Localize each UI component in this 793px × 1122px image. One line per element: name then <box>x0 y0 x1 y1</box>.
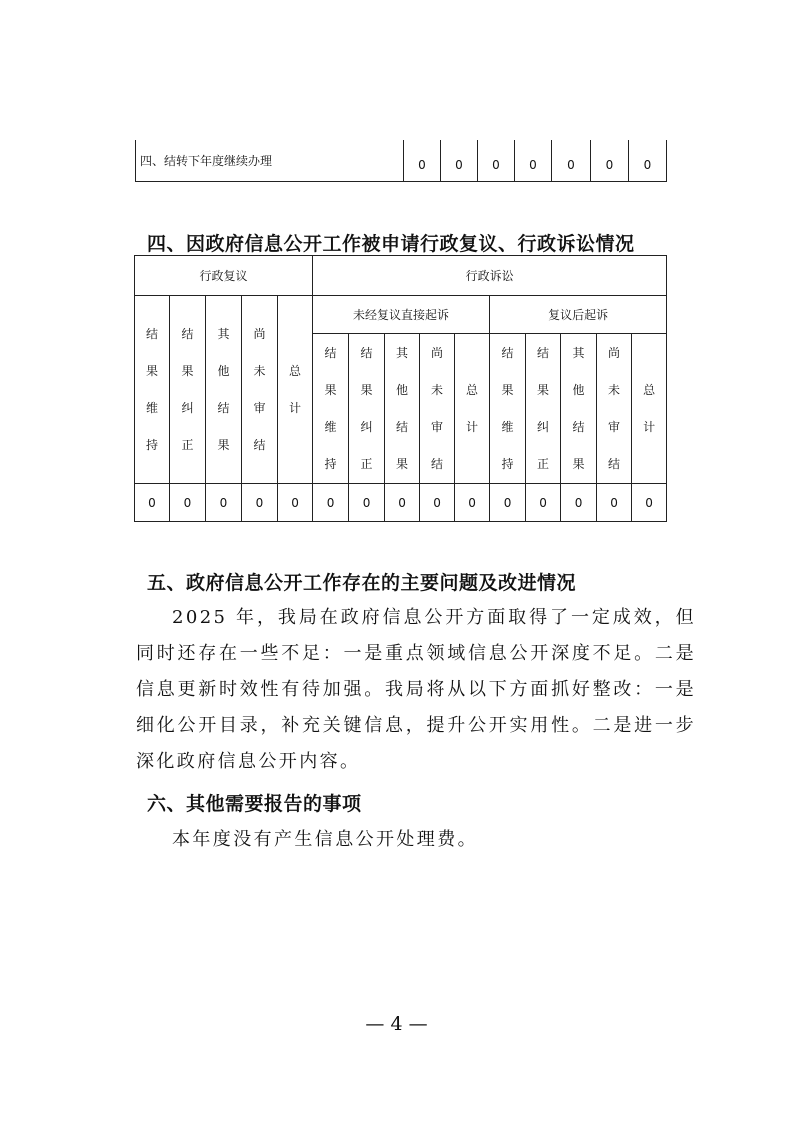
carryover-label: 四、结转下年度继续办理 <box>136 140 404 182</box>
header-char: 结 <box>396 419 409 434</box>
carryover-table <box>135 140 667 182</box>
carryover-value: 0 <box>591 140 629 182</box>
header-char: 持 <box>501 456 514 471</box>
header-char: 结 <box>181 326 194 341</box>
table-cell: 0 <box>455 484 490 522</box>
header-litigation-after-review: 复议后起诉 <box>490 296 667 334</box>
header-char: 果 <box>501 382 514 397</box>
header-direct-litigation: 未经复议直接起诉 <box>313 296 490 334</box>
table-cell: 0 <box>170 484 206 522</box>
col-direct-corrected <box>349 334 385 484</box>
col-direct-other <box>385 334 420 484</box>
table-cell: 0 <box>135 484 170 522</box>
header-char: 他 <box>572 382 585 397</box>
col-after-review-corrected <box>526 334 561 484</box>
header-char: 结 <box>431 456 444 471</box>
carryover-value: 0 <box>478 140 515 182</box>
table-cell: 0 <box>420 484 455 522</box>
header-char: 他 <box>217 363 230 378</box>
header-char: 尚 <box>608 345 621 360</box>
review-litigation-table <box>134 255 667 522</box>
header-char: 果 <box>145 363 158 378</box>
header-char: 果 <box>217 437 230 452</box>
table-cell: 0 <box>561 484 597 522</box>
table-cell: 0 <box>313 484 349 522</box>
header-char: 正 <box>181 437 194 452</box>
header-char: 其 <box>572 345 585 360</box>
table-cell: 0 <box>526 484 561 522</box>
col-direct-total <box>455 334 490 484</box>
header-char: 计 <box>289 400 302 415</box>
header-char: 尚 <box>253 326 266 341</box>
table-cell: 0 <box>490 484 526 522</box>
header-char: 果 <box>181 363 194 378</box>
section6-body-block <box>136 822 696 858</box>
header-char: 其 <box>396 345 409 360</box>
carryover-value: 0 <box>552 140 591 182</box>
page-number: — 4 — <box>365 1013 428 1035</box>
carryover-value: 0 <box>629 140 667 182</box>
col-direct-pending <box>420 334 455 484</box>
carryover-value: 0 <box>404 140 441 182</box>
header-char: 其 <box>217 326 230 341</box>
header-char: 审 <box>253 400 266 415</box>
header-char: 果 <box>360 382 373 397</box>
carryover-value: 0 <box>515 140 552 182</box>
table-row <box>135 484 667 522</box>
header-char: 果 <box>324 382 337 397</box>
table-cell: 0 <box>349 484 385 522</box>
section4-title: 四、因政府信息公开工作被申请行政复议、行政诉讼情况 <box>147 233 635 255</box>
col-after-review-total <box>632 334 667 484</box>
header-char: 审 <box>431 419 444 434</box>
table-cell: 0 <box>206 484 242 522</box>
section6-body: 本年度没有产生信息公开处理费。 <box>172 829 478 850</box>
header-char: 正 <box>537 456 550 471</box>
header-char: 正 <box>360 456 373 471</box>
header-char: 维 <box>324 419 337 434</box>
header-char: 果 <box>396 456 409 471</box>
section5-title: 五、政府信息公开工作存在的主要问题及改进情况 <box>147 572 577 594</box>
header-char: 结 <box>145 326 158 341</box>
section5-body-block <box>136 600 696 780</box>
table-cell: 0 <box>632 484 667 522</box>
header-char: 结 <box>360 345 373 360</box>
table-header-row <box>135 256 667 296</box>
table-header-row <box>135 296 667 334</box>
header-char: 他 <box>396 382 409 397</box>
header-char: 结 <box>572 419 585 434</box>
col-after-review-pending <box>597 334 632 484</box>
header-char: 结 <box>537 345 550 360</box>
col-review-corrected <box>170 296 206 484</box>
header-char: 未 <box>253 363 266 378</box>
col-review-other <box>206 296 242 484</box>
header-char: 总 <box>466 382 479 397</box>
header-char: 维 <box>501 419 514 434</box>
col-after-review-upheld <box>490 334 526 484</box>
header-char: 审 <box>608 419 621 434</box>
header-char: 果 <box>537 382 550 397</box>
carryover-value: 0 <box>441 140 478 182</box>
col-review-total <box>278 296 313 484</box>
header-char: 纠 <box>181 400 194 415</box>
header-char: 尚 <box>431 345 444 360</box>
header-char: 持 <box>324 456 337 471</box>
header-char: 结 <box>608 456 621 471</box>
header-char: 总 <box>643 382 656 397</box>
header-admin-litigation: 行政诉讼 <box>313 256 667 296</box>
header-char: 纠 <box>537 419 550 434</box>
header-char: 结 <box>253 437 266 452</box>
header-admin-review: 行政复议 <box>135 256 313 296</box>
table-row <box>136 140 667 182</box>
header-char: 未 <box>608 382 621 397</box>
header-char: 总 <box>289 363 302 378</box>
table-cell: 0 <box>597 484 632 522</box>
header-char: 未 <box>431 382 444 397</box>
header-char: 持 <box>145 437 158 452</box>
header-char: 计 <box>466 419 479 434</box>
header-char: 计 <box>643 419 656 434</box>
table-cell: 0 <box>242 484 278 522</box>
col-direct-upheld <box>313 334 349 484</box>
header-char: 结 <box>324 345 337 360</box>
col-after-review-other <box>561 334 597 484</box>
table-cell: 0 <box>278 484 313 522</box>
header-char: 果 <box>572 456 585 471</box>
header-char: 结 <box>501 345 514 360</box>
table-cell: 0 <box>385 484 420 522</box>
header-char: 结 <box>217 400 230 415</box>
section6-title: 六、其他需要报告的事项 <box>147 793 362 815</box>
header-char: 纠 <box>360 419 373 434</box>
col-review-pending <box>242 296 278 484</box>
header-char: 维 <box>145 400 158 415</box>
col-review-upheld <box>135 296 170 484</box>
section5-body: 2025 年，我局在政府信息公开方面取得了一定成效，但同时还存在一些不足：一是重点领域信息公开深度不足。二是信息更新时效性有待加强。我局将从以下方面抓好整改：一是细化公开目录，补充关键信息，提升公开实用性。二是进一步深化政府信息公开内容。 <box>136 607 696 772</box>
